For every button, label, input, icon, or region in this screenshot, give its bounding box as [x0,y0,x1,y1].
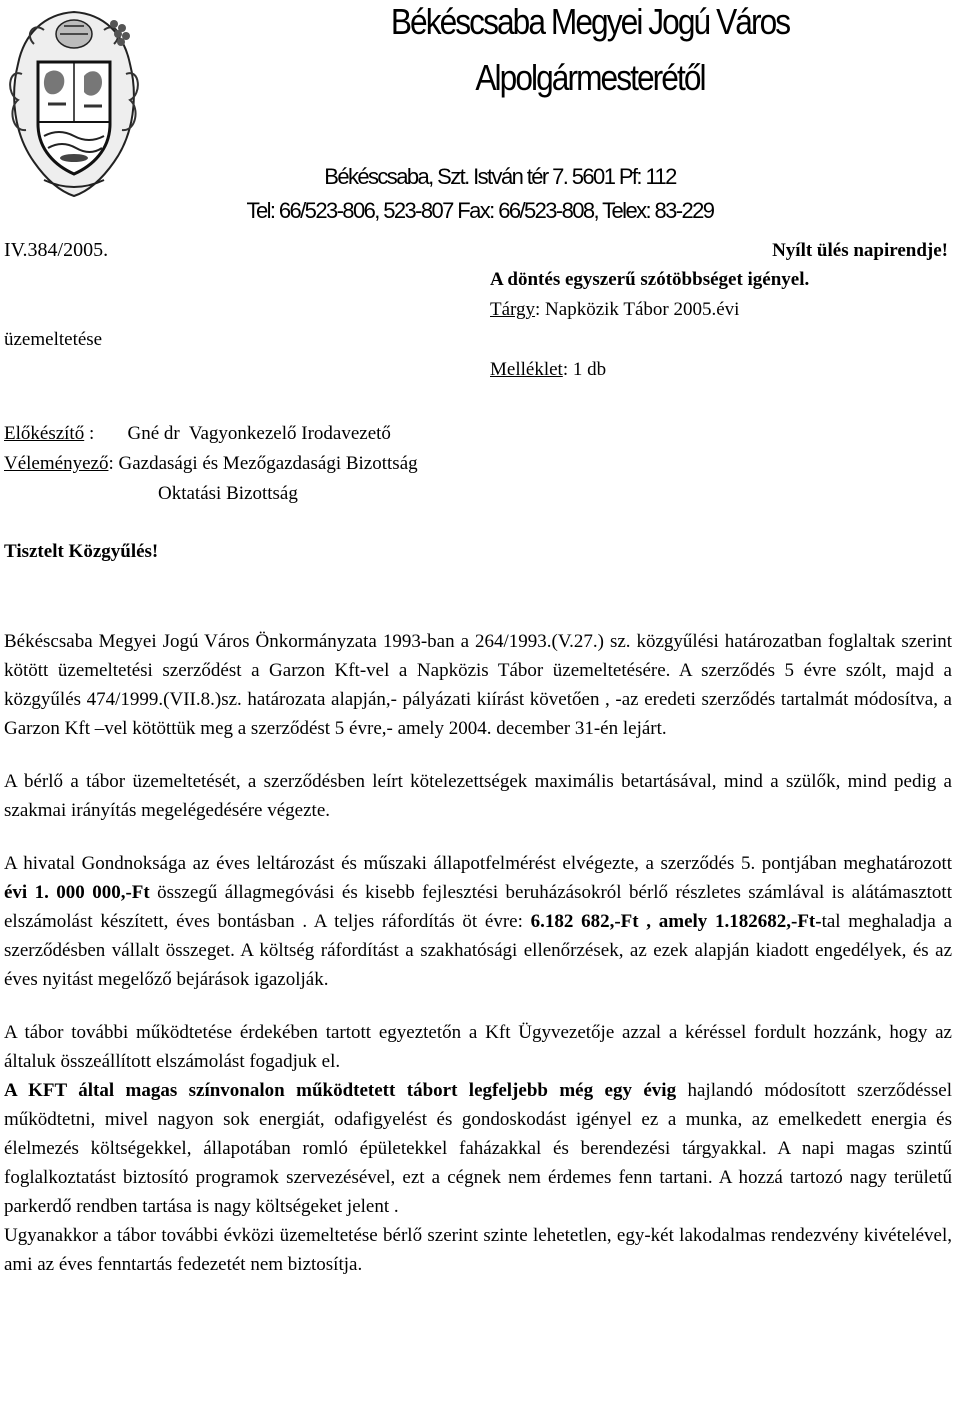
decision-requirement: A döntés egyszerű szótöbbséget igényel. [490,269,810,290]
costs-text-c: tal meghaladja a szerződésben vállalt összeget. A költség ráfordítást a szakhatósági ellenőrzések, az ezek alapján kiadott engedélyek, és az éves nyitást megelőző bejárások igazolják. [4,911,953,990]
preparer-text: : Gné dr Vagyonkezelő Irodavezető [84,423,391,444]
greeting: Tisztelt Közgyűlés! [4,541,159,562]
subject-line [490,298,739,322]
reviewer-second: Oktatási Bizottság [158,483,298,504]
attachment-text: : 1 db [562,359,607,380]
subject-text: : Napközik Tábor 2005.évi [535,299,740,320]
attachment-line [490,358,606,382]
reviewer-text: : Gazdasági és Mezőgazdasági Bizottság [108,453,418,474]
kft-position-emphasis: A KFT által magas színvonalon működtetett tábort legfeljebb még egy évig [4,1080,677,1101]
paragraph-request: A tábor további működtetése érdekében tartott egyeztetőn a Kft Ügyvezetője azzal a kéréssel fordult hozzánk, hogy az általuk összeállított elszámolást fogadjuk el. [4,1022,952,1072]
paragraph-contract-history: Békéscsaba Megyei Jogú Város Önkormányzata 1993-ban a 264/1993.(V.27.) sz. közgyűlési határozatban foglaltak szerint kötött üzemeltetési szerződést a Garzon Kft-vel a Napközis Tábor üzemeltetésére. A szerződés 5 évre szólt, majd a közgyűlés 474/1999.(VII.8.)sz. határozata alapján,- pályázati kiírást követően , -az eredeti szerződés tartalmát módosítva, a Garzon Kft –vel kötöttük meg a szerződést 5 évre,- amely 2004. december 31-én lejárt. [4,631,952,739]
office-address [246,160,720,228]
preparer-line [4,422,391,446]
reviewer-line [4,452,418,476]
costs-text-b: összegű állagmegóvási és kisebb fejlesztési beruházásokról bérlő részletes számlával is alátámasztott elszámolást készített, éves bontásban . A teljes ráfordítás öt évre: [4,882,952,932]
preparer-label: Előkészítő [4,423,85,444]
subject-label: Tárgy [490,299,536,320]
costs-total: 6.182 682,-Ft , amely 1.182682,-Ft- [530,911,822,932]
attachment-label: Melléklet [490,359,563,380]
costs-text-a: A hivatal Gondnoksága az éves leltározást és műszaki állapotfelmérést elvégezte, a szerződés 5. pontjában meghatározott [4,853,952,874]
reference-number: IV.384/2005. [4,239,109,261]
body-text [4,627,952,1279]
paragraph-tenant-performance: A bérlő a tábor üzemeltetését, a szerződésben leírt kötelezettségek maximális betartásával, mind a szülők, mind pedig a szakmai irányítás megelégedésére végezte. [4,771,952,821]
contact-line: Tel: 66/523-806, 523-807 Fax: 66/523-808, Telex: 83-229 [246,198,714,223]
office-title-line2: Alpolgármesterétől [475,57,705,98]
address-line: Békéscsaba, Szt. István tér 7. 5601 Pf: 112 [324,164,676,189]
city-coat-of-arms [4,4,144,200]
reviewer-label: Véleményező [4,453,109,474]
subject-continuation: üzemeltetése [4,329,103,350]
office-title-line1: Békéscsaba Megyei Jogú Város [390,1,790,42]
kft-position-text: hajlandó módosított szerződéssel működtetni, mivel nagyon sok energiát, odafigyelést és gondoskodást igényel ez a munka, az emelkedett energia és élelmezés költségekkel, állapotában romló épületekkel faházakkal és berendezési tárgyakkal. A napi magas szintű foglalkoztatást biztosító programok szervezésével, ezt a cégnek nem érdemes fenn tartani. A hozzá tartozó nagy területű parkerdő rendben tartása is nagy költségeket jelent . [4,1080,952,1217]
office-header [340,2,840,100]
paragraph-kft-position [4,1076,952,1221]
paragraph-costs [4,849,952,994]
costs-amount-yearly: évi 1. 000 000,-Ft [4,882,150,903]
paragraph-operation-outlook: Ugyanakkor a tábor további évközi üzemeltetése bérlő szerint szinte lehetetlen, egy-két lakodalmas rendezvény kivételével, ami az éves fenntartás fedezetét nem biztosítja. [4,1225,952,1275]
session-type: Nyílt ülés napirendje! [772,240,948,261]
